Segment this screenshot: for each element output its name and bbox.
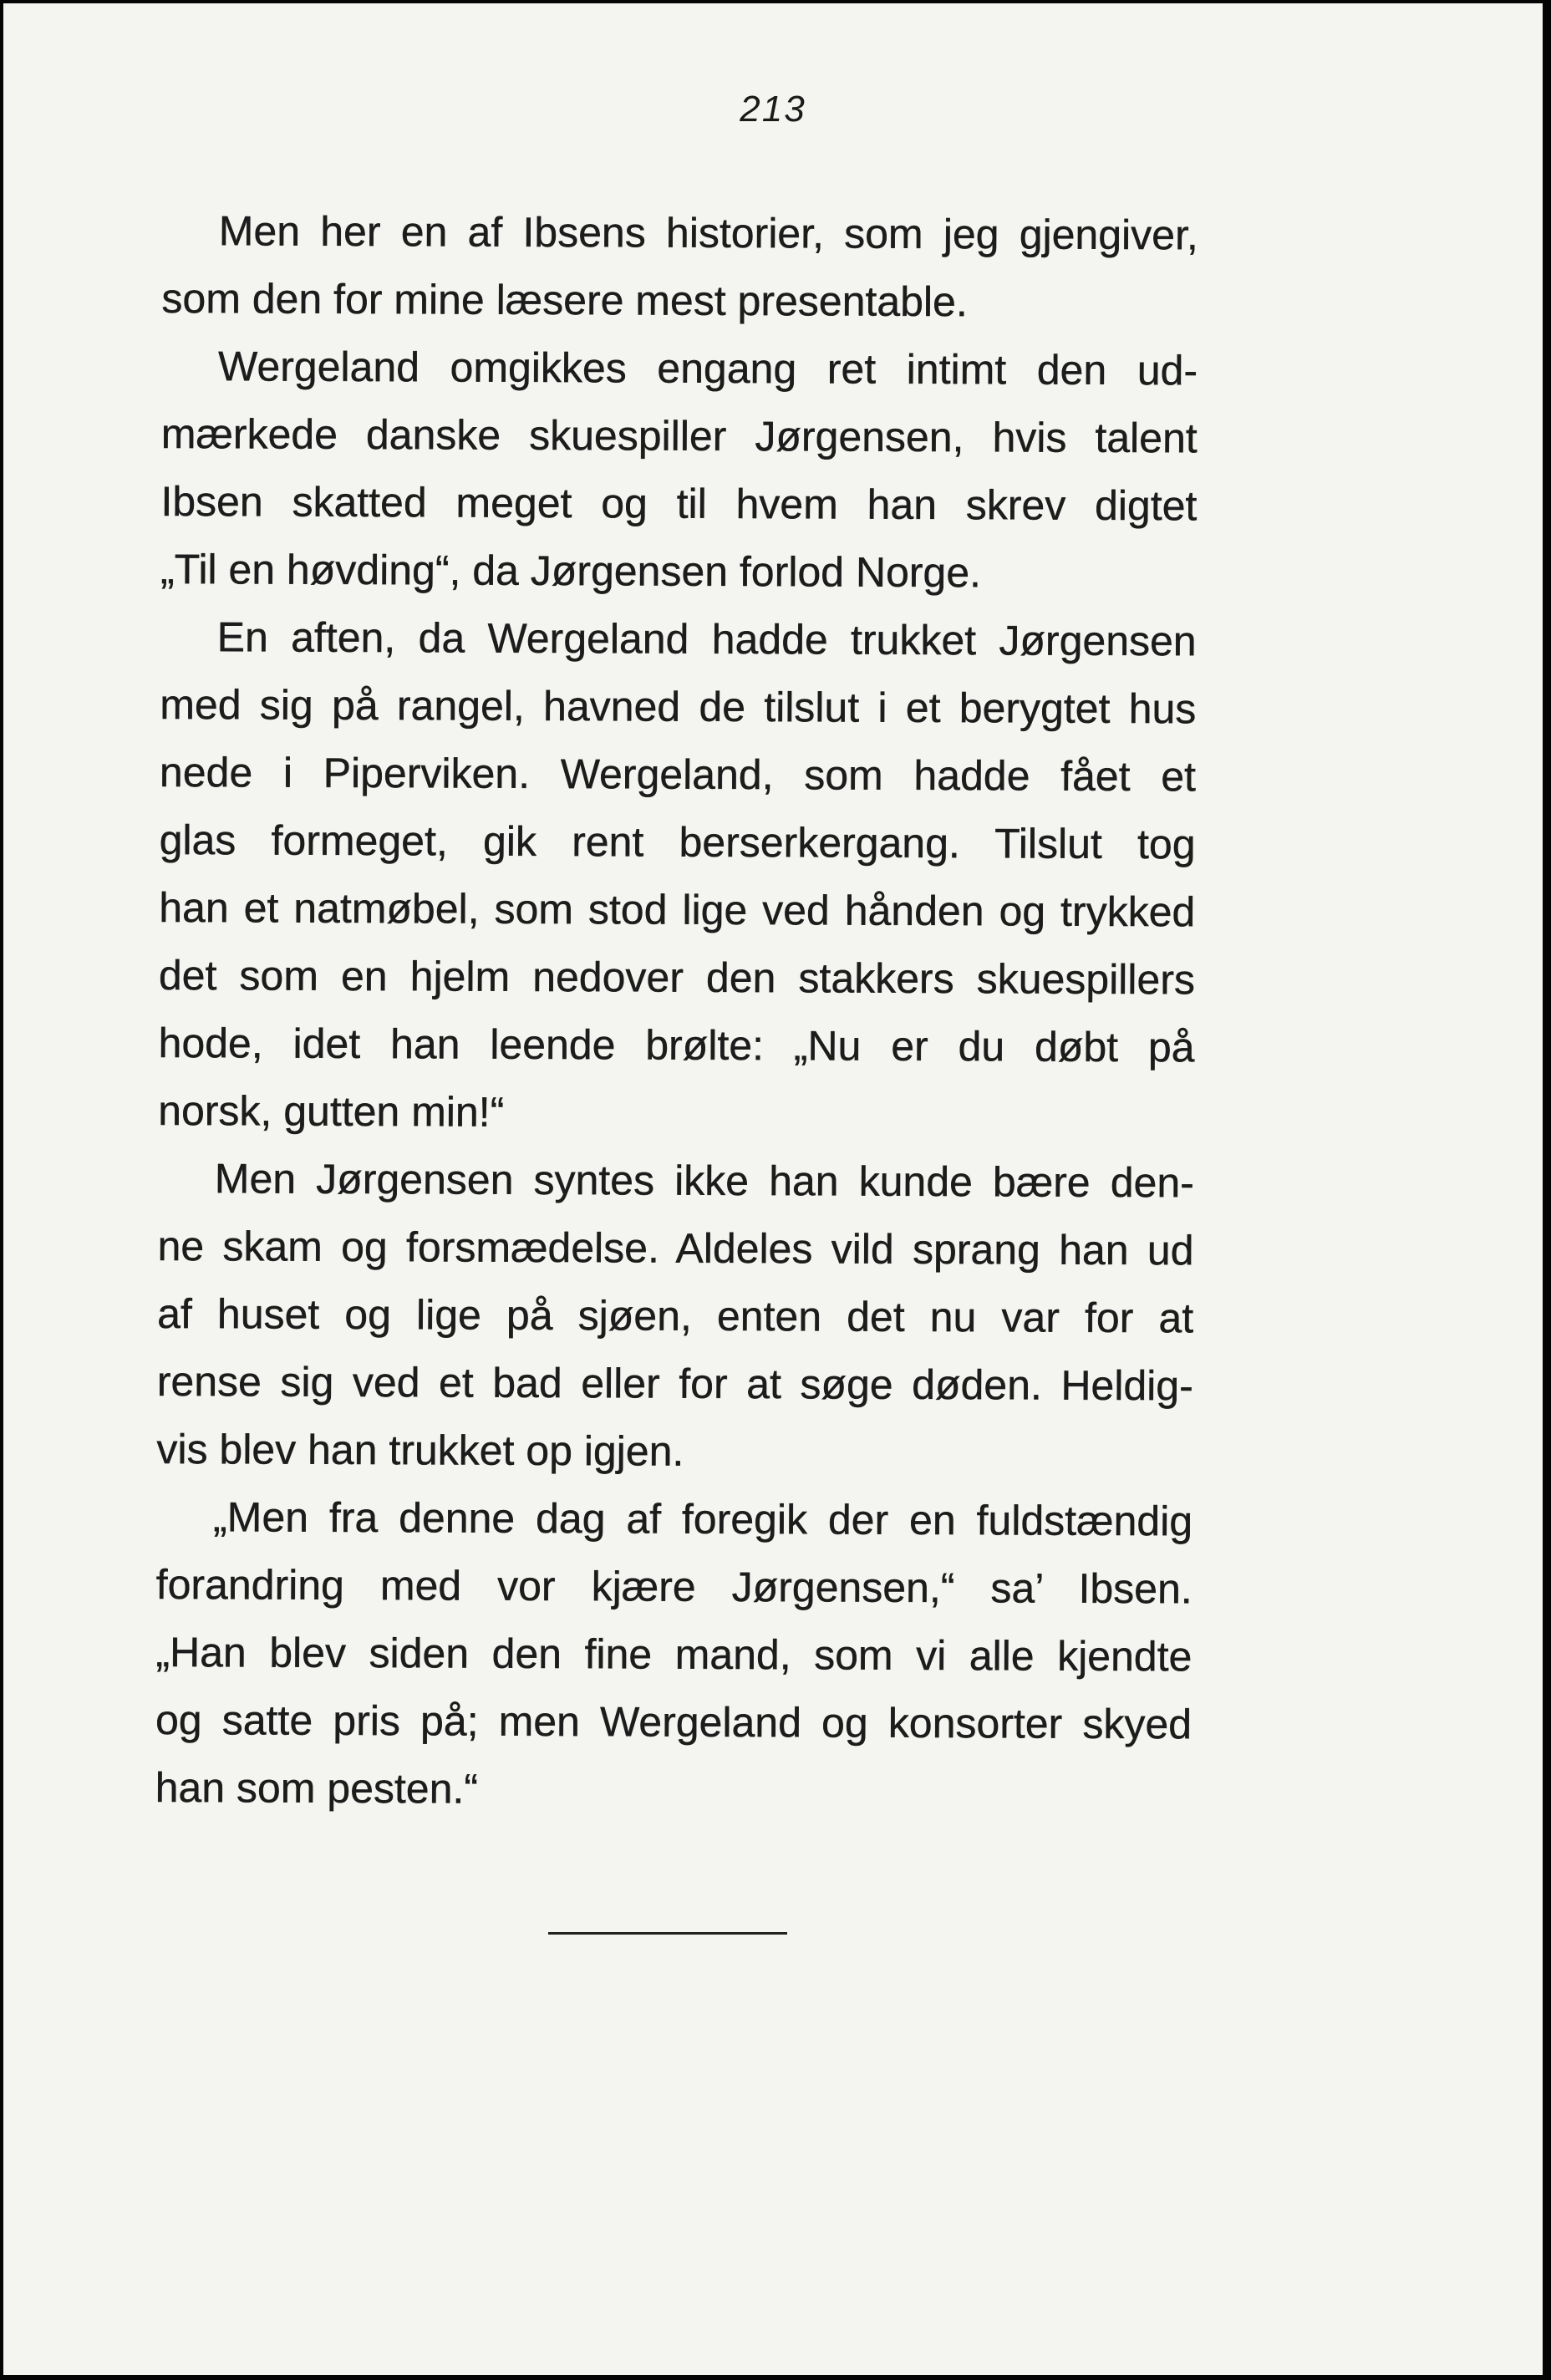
text-line: Men Jørgensen syntes ikke han kunde bære den- — [214, 1155, 1194, 1207]
text-line: Wergeland omgikkes engang ret intimt den ud- — [217, 343, 1198, 394]
text-line: vis blev han trukket op igjen. — [156, 1425, 684, 1475]
text-line: som den for mine læsere mest presentable. — [161, 274, 968, 326]
text-line: og satte pris på; men Wergeland og konsorter skyed — [155, 1696, 1192, 1748]
text-line: forandring med vor kjære Jørgensen,“ sa’ Ibsen. — [155, 1560, 1192, 1613]
end-rule — [548, 1932, 787, 1935]
text-line: Men her en af Ibsens historier, som jeg gjengiver, — [218, 207, 1198, 259]
text-line: det som en hjelm nedover den stakkers skuespillers — [158, 951, 1196, 1004]
book-page — [3, 3, 1543, 2375]
page-number: 213 — [740, 89, 806, 130]
text-line: af huset og lige på sjøen, enten det nu var for at — [157, 1289, 1194, 1342]
text-line: norsk, gutten min!“ — [158, 1086, 505, 1136]
body-text — [155, 197, 1198, 1826]
text-line: „Han blev siden den fine mand, som vi alle kjendte — [155, 1628, 1192, 1681]
text-line: mærkede danske skuespiller Jørgensen, hvis talent — [160, 409, 1198, 462]
text-line: ne skam og forsmædelse. Aldeles vild sprang han ud — [157, 1222, 1194, 1274]
text-line: han et natmøbel, som stod lige ved hånden og trykked — [159, 883, 1196, 936]
text-line: nede i Piperviken. Wergeland, som hadde fået et — [159, 748, 1197, 801]
text-line: Ibsen skatted meget og til hvem han skrev digtet — [160, 477, 1198, 530]
text-line: rense sig ved et bad eller for at søge døden. Heldig- — [156, 1357, 1193, 1410]
text-line: han som pesten.“ — [155, 1763, 479, 1813]
text-line: glas formeget, gik rent berserkergang. Tilslut tog — [159, 816, 1196, 868]
text-line: En aften, da Wergeland hadde trukket Jørgensen — [216, 613, 1197, 665]
text-line: „Til en høvding“, da Jørgensen forlod Norge. — [160, 545, 982, 597]
text-line: med sig på rangel, havned de tilslut i et berygtet hus — [160, 680, 1197, 733]
text-line: „Men fra denne dag af foregik der en fuldstændig — [212, 1493, 1193, 1545]
text-line: hode, idet han leende brølte: „Nu er du døbt på — [158, 1019, 1195, 1071]
